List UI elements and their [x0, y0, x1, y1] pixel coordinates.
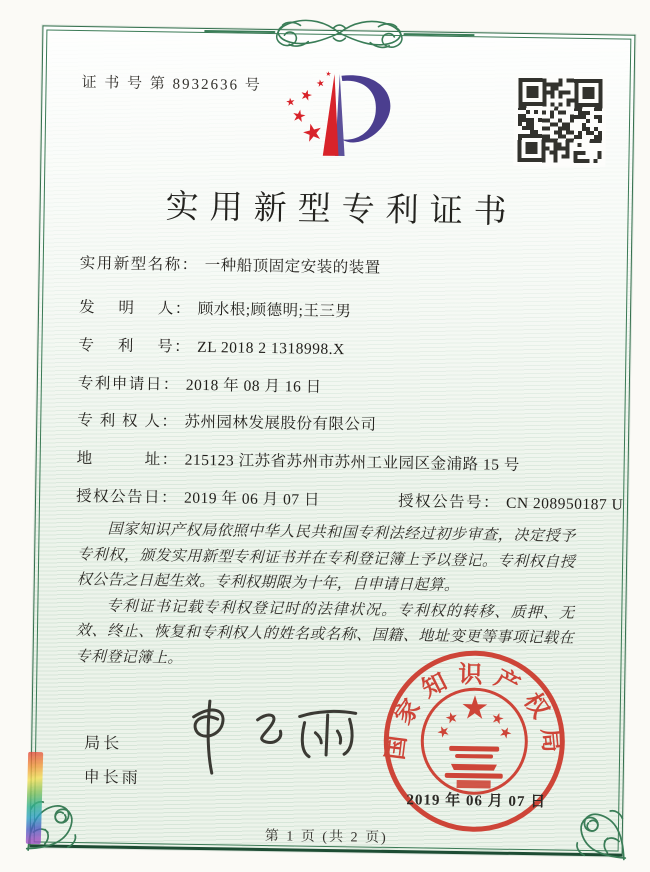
field-inventors: 发 明 人： 顾水根;顾德明;王三男: [78, 299, 352, 321]
qr-code: [513, 74, 606, 167]
signer-title: 局长: [84, 735, 123, 753]
legal-paragraph-1: 国家知识产权局依照中华人民共和国专利法经过初步审查，决定授予专利权，颁发实用新型专利证书并在专利登记簿上予以登记。专利权自授权公告之日起生效。专利权期限为十年，自申请日起算。: [76, 521, 576, 595]
field-patentee: 专 利 权 人： 苏州园林发展股份有限公司: [77, 411, 377, 434]
signer-name: 申长雨: [83, 769, 141, 788]
legal-paragraph-2: 专利证书记载专利权登记时的法律状况。专利权的转移、质押、无效、终止、恢复和专利权人的姓名或名称、国籍、地址变更等事项记载在专利登记簿上。: [75, 597, 575, 667]
field-filing-date: 专利申请日： 2018 年 08 月 16 日: [77, 374, 322, 396]
cnipa-patent-logo-icon: [277, 66, 401, 180]
seal-date: 2019 年 06 月 07 日: [406, 792, 547, 811]
director-signature-icon: [171, 689, 372, 787]
field-grant-announcement: 授权公告日： 2019 年 06 月 07 日 授权公告号： CN 208950187 U: [75, 487, 624, 514]
field-utility-model-name: 实用新型名称： 一种船顶固定安装的装置: [79, 255, 381, 277]
field-address: 地 址： 215123 江苏省苏州市苏州工业园区金浦路 15 号: [76, 449, 520, 474]
certificate-number: 证 书 号 第 8932636 号: [81, 75, 262, 94]
field-patent-number: 专 利 号： ZL 2018 2 1318998.X: [78, 336, 345, 359]
top-border-ornament: [204, 12, 475, 54]
hologram-strip-icon: [26, 752, 43, 844]
page-number: 第 1 页 (共 2 页): [264, 828, 388, 846]
svg-text:国家知识产权局: 国家知识产权局: [382, 662, 566, 764]
certificate-sheet: [30, 25, 636, 856]
signer-block: [83, 730, 141, 799]
certificate-title: 实用新型专利证书: [165, 189, 518, 231]
